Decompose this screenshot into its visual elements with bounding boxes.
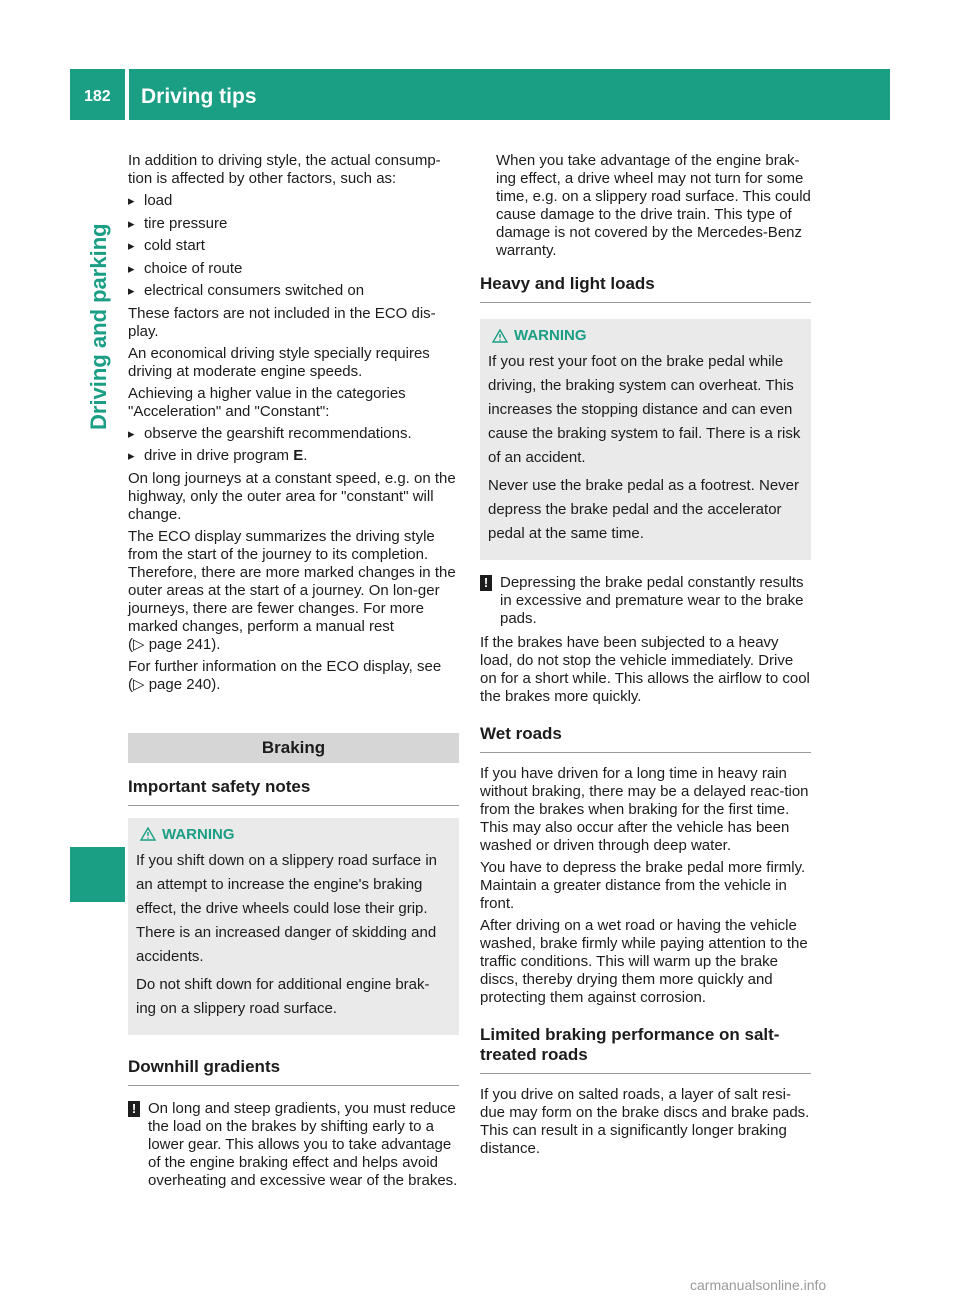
paragraph: You have to depress the brake pedal more firmly. Maintain a greater distance from the vehicle in front.: [480, 859, 806, 912]
paragraph: If the brakes have been subjected to a heavy load, do not stop the vehicle immediately. Drive on for a short while. This allows the airflow to cool the brakes more quickly.: [480, 634, 810, 705]
subheading-wet-roads: Wet roads: [480, 724, 811, 753]
warning-box: [128, 818, 459, 1035]
warning-text: Never use the brake pedal as a footrest. Never depress the brake pedal and the accelerator pedal at the same time.: [488, 477, 800, 542]
section-heading-braking: Braking: [128, 733, 459, 763]
page-reference[interactable]: (▷ page 241).: [128, 635, 221, 653]
watermark: carmanualsonline.info: [690, 1277, 827, 1293]
list-item: ▸ drive in drive program E.: [128, 447, 459, 465]
note: [480, 574, 811, 628]
side-tab-marker: [70, 847, 125, 902]
warning-header: [136, 826, 449, 843]
warning-label: WARNING: [514, 327, 587, 344]
subheading-salt-roads: Limited braking performance on salt-treated roads: [480, 1025, 811, 1074]
list-item: ▸ observe the gearshift recommendations.: [128, 425, 459, 443]
tip-list: [128, 425, 459, 466]
paragraph: After driving on a wet road or having the vehicle washed, brake firmly while paying attention to the traffic conditions. This will warm up the brake discs, thereby drying them more quickly and protecting them against corrosion.: [480, 917, 808, 1006]
paragraph: These factors are not included in the ECO dis-play.: [128, 304, 436, 340]
list-item-text: drive in drive program: [144, 447, 290, 464]
note-text: On long and steep gradients, you must reduce the load on the brakes by shifting early to a lower gear. This allows you to take advantage of the engine braking effect and helps avoid overheating and excessive wear of the brakes.: [148, 1099, 458, 1189]
list-item: ▸ electrical consumers switched on: [128, 282, 459, 300]
paragraph: [128, 658, 459, 694]
exclamation-icon: !: [480, 575, 492, 591]
page-reference[interactable]: (▷ page 240).: [128, 675, 221, 693]
paragraph-text: The ECO display summarizes the driving style from the start of the journey to its completion. Therefore, there are more marked changes in the outer areas at the start of a journey. On lon-ger journeys, there are fewer changes. For more marked changes, perform a manual rest: [128, 527, 456, 635]
paragraph: [128, 528, 459, 654]
left-column: [128, 152, 459, 1190]
subheading-downhill: Downhill gradients: [128, 1057, 459, 1086]
paragraph: When you take advantage of the engine brak-ing effect, a drive wheel may not turn for some time, e.g. on a slippery road surface. This could cause damage to the drive train. This type of damage is not covered by the Mercedes-Benz warranty.: [496, 152, 811, 259]
drive-program-letter: E: [293, 447, 304, 464]
paragraph: An economical driving style specially requires driving at moderate engine speeds.: [128, 344, 430, 380]
header-divider: [125, 69, 129, 120]
paragraph-text: For further information on the ECO display, see: [128, 657, 442, 675]
subheading-safety-notes: Important safety notes: [128, 777, 459, 806]
paragraph: If you drive on salted roads, a layer of salt resi-due may form on the brake discs and brake pads. This can result in a significantly longer braking distance.: [480, 1086, 810, 1157]
page-number: 182: [84, 88, 111, 105]
paragraph: If you have driven for a long time in heavy rain without braking, there may be a delayed reac-tion from the brakes when braking for the first time. This may also occur after the vehicle has been washed or driven through deep water.: [480, 765, 809, 854]
warning-label: WARNING: [162, 825, 235, 843]
page-title: Driving tips: [141, 85, 257, 108]
warning-text: If you shift down on a slippery road surface in an attempt to increase the engine's braking effect, the drive wheels could lose their grip. There is an increased danger of skidding and accidents.: [136, 851, 437, 965]
side-section-label: Driving and parking: [86, 223, 111, 430]
intro-paragraph: In addition to driving style, the actual consump-tion is affected by other factors, such as:: [128, 152, 441, 187]
warning-box: [480, 319, 811, 560]
warning-text: If you rest your foot on the brake pedal while driving, the braking system can overheat. This increases the stopping distance and can even cause the braking system to fail. There is a risk of an accident.: [488, 353, 801, 466]
paragraph: On long journeys at a constant speed, e.g. on the highway, only the outer area for "constant" will change.: [128, 469, 456, 523]
warning-text: Do not shift down for additional engine brak-ing on a slippery road surface.: [136, 975, 430, 1017]
warning-header: [488, 327, 801, 344]
list-item: ▸ load: [128, 192, 459, 210]
subheading-loads: Heavy and light loads: [480, 274, 811, 303]
factor-list: [128, 192, 459, 300]
list-item: ▸ tire pressure: [128, 215, 459, 233]
note-text: Depressing the brake pedal constantly results in excessive and premature wear to the brake pads.: [500, 574, 804, 627]
warning-triangle-icon: [140, 827, 156, 841]
list-item: ▸ choice of route: [128, 260, 459, 278]
warning-triangle-icon: [492, 329, 508, 343]
paragraph: Achieving a higher value in the categories "Acceleration" and "Constant":: [128, 384, 406, 420]
note: [128, 1100, 459, 1190]
right-column: [480, 152, 811, 1162]
list-item: ▸ cold start: [128, 237, 459, 255]
exclamation-icon: !: [128, 1101, 140, 1117]
